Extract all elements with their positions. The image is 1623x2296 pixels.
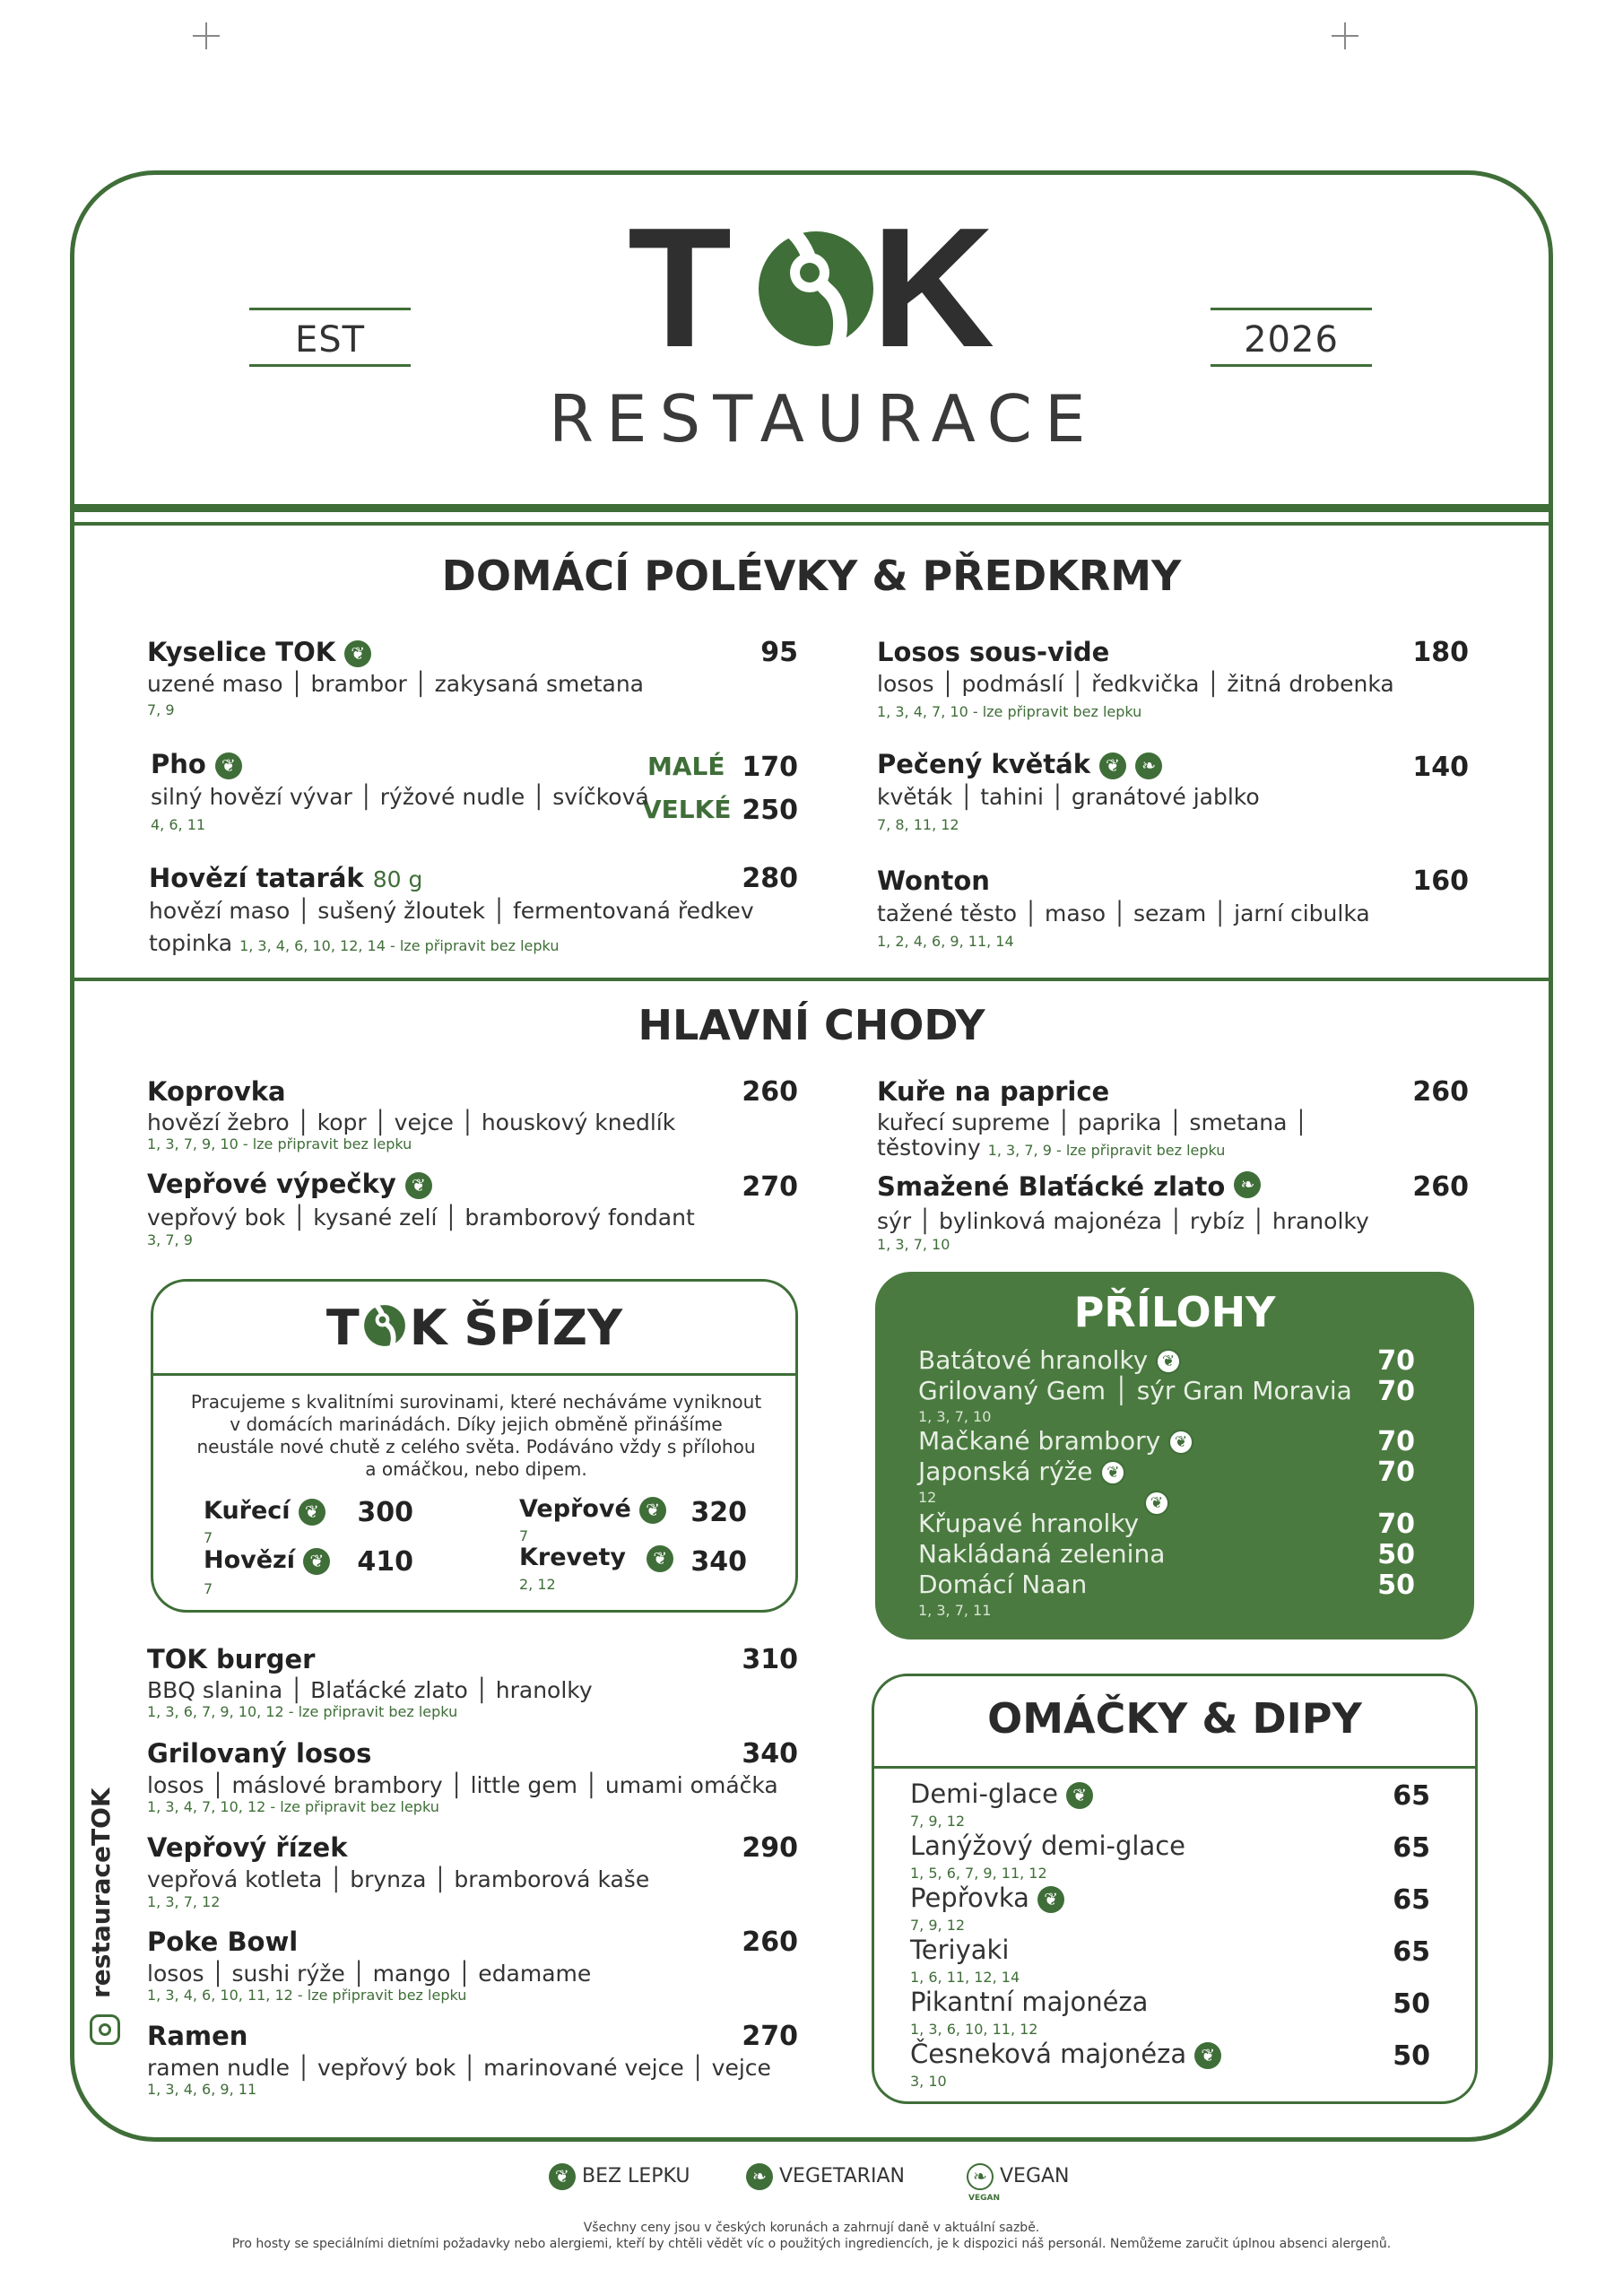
header-divider-thick	[74, 504, 1549, 512]
side-item-name: Domácí Naan	[918, 1570, 1088, 1599]
dish-allergens: 1, 2, 4, 6, 9, 11, 14	[877, 933, 1014, 950]
dish-allergens: 1, 3, 7, 9, 10 - lze připravit bez lepku	[147, 1135, 412, 1152]
sauce-price: 65	[1393, 1780, 1430, 1812]
dish-weight: 80 g	[372, 866, 423, 892]
dish-description-line2: těstoviny 1, 3, 7, 9 - lze připravit bez lepku	[877, 1135, 1226, 1161]
spizy-item-allergens: 7	[204, 1580, 213, 1597]
dish-name: Pho ❦	[151, 749, 242, 779]
sauce-name: Demi-glace ❦	[910, 1779, 1093, 1809]
dish-name: Vepřové výpečky ❦	[147, 1169, 432, 1199]
dish-description-line2: topinka 1, 3, 4, 6, 10, 12, 14 - lze připravit bez lepku	[149, 930, 560, 956]
dish-name: Ramen	[147, 2021, 248, 2051]
dish-price: 280	[742, 863, 798, 894]
spizy-item-price: 320	[690, 1497, 747, 1528]
dish-description: vepřový bok │ kysané zelí │ bramborový fondant	[147, 1205, 695, 1231]
dish-allergens: 1, 3, 7, 12	[147, 1893, 221, 1910]
dish-description: tažené těsto │ maso │ sezam │ jarní cibulka	[877, 900, 1370, 926]
spizy-item-price: 340	[690, 1546, 747, 1578]
gluten-free-icon: ❦	[1156, 1349, 1181, 1374]
logo-o-icon	[758, 226, 874, 352]
spizy-item-name: Kuřecí ❦	[204, 1497, 325, 1526]
side-item-name: Mačkané brambory ❦	[918, 1426, 1193, 1456]
sauce-allergens: 1, 3, 6, 10, 11, 12	[910, 2021, 1038, 2038]
side-item-allergens: 1, 3, 7, 10	[918, 1408, 992, 1425]
vegetarian-leaf-icon: ❧	[1135, 752, 1162, 779]
crop-mark-right	[1332, 22, 1358, 49]
dish-allergens: 1, 3, 4, 7, 10 - lze připravit bez lepku	[877, 703, 1142, 720]
side-item-name: Batátové hranolky ❦	[918, 1345, 1181, 1375]
dish-description: hovězí žebro │ kopr │ vejce │ houskový knedlík	[147, 1109, 676, 1135]
side-item-name: Nakládaná zelenina	[918, 1539, 1166, 1569]
section-divider	[74, 978, 1549, 981]
dish-price: 95	[760, 637, 798, 668]
spizy-item-price: 300	[357, 1497, 413, 1528]
side-item-price: 70	[1377, 1376, 1415, 1407]
gluten-free-icon: ❦	[1168, 1430, 1193, 1455]
gluten-free-icon: ❦	[1099, 752, 1126, 779]
sauce-allergens: 1, 6, 11, 12, 14	[910, 1969, 1020, 1986]
dish-description: květák │ tahini │ granátové jablko	[877, 784, 1260, 810]
dish-price: 180	[1412, 637, 1469, 668]
spizy-description: Pracujeme s kvalitními surovinami, které necháváme vyniknout v domácích marinádách. Díky jejich obměně přinášíme neustále nové chutě z celého světa. Podáváno vždy s přílohou a omáčkou, nebo dipem.	[190, 1391, 762, 1480]
dish-name: Grilovaný losos	[147, 1738, 372, 1769]
gluten-free-icon: ❦	[639, 1497, 666, 1524]
vegetarian-leaf-icon: ❧	[746, 2163, 773, 2190]
footer-line-1: Všechny ceny jsou v českých korunách a zahrnují daně v aktuální sazbě.	[583, 2221, 1040, 2235]
est-label: EST	[249, 308, 411, 367]
vegetarian-leaf-icon: ❧	[1234, 1171, 1261, 1198]
side-item-name: Japonská rýže ❦	[918, 1457, 1125, 1486]
sauces-box	[872, 1674, 1478, 2104]
side-item-name: Grilovaný Gem │ sýr Gran Moravia	[918, 1376, 1352, 1405]
size-large-label: VELKÉ	[642, 795, 732, 824]
logo-letter-k: K	[872, 193, 995, 383]
dish-allergens: 1, 3, 4, 6, 10, 11, 12 - lze připravit bez lepku	[147, 1987, 467, 2004]
crop-mark-left	[193, 22, 220, 49]
side-item-allergens: 1, 3, 7, 11	[918, 1602, 992, 1619]
side-item-allergens: 12	[918, 1489, 937, 1506]
section-title-mains: HLAVNÍ CHODY	[638, 1001, 985, 1049]
dish-description: uzené maso │ brambor │ zakysaná smetana	[147, 671, 644, 697]
dish-allergens: 1, 3, 7, 10	[877, 1236, 950, 1253]
sides-title: PŘÍLOHY	[1073, 1288, 1276, 1336]
sauce-allergens: 3, 10	[910, 2073, 947, 2090]
dish-name: Pečený květák ❦ ❧	[877, 749, 1162, 779]
gluten-free-icon: ❦	[1037, 1886, 1064, 1913]
dish-name: Poke Bowl	[147, 1926, 299, 1957]
logo-subtitle: RESTAURACE	[549, 381, 1098, 457]
sauce-price: 50	[1393, 2040, 1430, 2072]
gluten-free-icon: ❦	[344, 640, 371, 667]
logo	[628, 193, 1004, 383]
instagram-icon[interactable]	[90, 2014, 120, 2045]
gluten-free-icon: ❦	[549, 2163, 576, 2190]
vegan-badge-text: VEGAN	[968, 2194, 1000, 2203]
spizy-item-name: Vepřové ❦	[519, 1495, 666, 1524]
dish-price: 340	[742, 1738, 798, 1770]
dish-name: Kuře na paprice	[877, 1076, 1110, 1107]
gluten-free-icon: ❦	[299, 1499, 325, 1526]
dish-allergens: 1, 3, 4, 6, 9, 11	[147, 2081, 257, 2098]
spizy-title: T K ŠPÍZY	[325, 1300, 623, 1356]
dish-name: Smažené Blaťácké zlato ❧	[877, 1171, 1261, 1202]
sauce-name: Pikantní majonéza	[910, 1987, 1149, 2017]
sauce-price: 65	[1393, 1832, 1430, 1864]
dish-description: BBQ slanina │ Blaťácké zlato │ hranolky	[147, 1677, 593, 1703]
dish-price: 260	[742, 1076, 798, 1108]
dish-description: vepřová kotleta │ brynza │ bramborová kaše	[147, 1866, 650, 1892]
spizy-box	[151, 1279, 798, 1613]
sauce-price: 50	[1393, 1988, 1430, 2020]
sauce-name: Lanýžový demi-glace	[910, 1831, 1186, 1861]
dish-description: losos │ sushi rýže │ mango │ edamame	[147, 1961, 592, 1987]
spizy-divider	[153, 1373, 795, 1376]
dish-allergens: 7, 8, 11, 12	[877, 816, 959, 833]
sauce-price: 65	[1393, 1936, 1430, 1968]
gluten-free-icon: ❦	[1144, 1491, 1169, 1516]
side-item-price: 70	[1377, 1457, 1415, 1488]
gluten-free-icon: ❦	[405, 1172, 432, 1199]
sauce-allergens: 7, 9, 12	[910, 1813, 966, 1830]
dish-price: 140	[1412, 752, 1469, 783]
header-divider-thin	[74, 522, 1549, 526]
dish-price: 290	[742, 1832, 798, 1864]
sauces-title: OMÁČKY & DIPY	[987, 1694, 1362, 1743]
sides-box	[875, 1272, 1474, 1639]
instagram-handle[interactable]: restauraceTOK	[86, 1787, 116, 1998]
legend-vegan: ❧ VEGAN	[967, 2163, 1070, 2190]
dish-allergens: 3, 7, 9	[147, 1231, 193, 1248]
dish-price-small: 170	[742, 752, 798, 783]
dish-name: Losos sous-vide	[877, 637, 1110, 667]
instagram-lens	[99, 2023, 111, 2036]
side-item-name: Křupavé hranolky	[918, 1509, 1140, 1538]
sauce-allergens: 7, 9, 12	[910, 1917, 966, 1934]
spizy-item-name: Krevety ❦	[519, 1544, 673, 1572]
size-small-label: MALÉ	[647, 752, 725, 781]
dish-allergens: 1, 3, 6, 7, 9, 10, 12 - lze připravit bez lepku	[147, 1703, 458, 1720]
dish-price: 160	[1412, 865, 1469, 897]
sauce-price: 65	[1393, 1884, 1430, 1916]
gluten-free-icon: ❦	[1100, 1460, 1125, 1485]
side-item-price: 50	[1377, 1539, 1415, 1570]
spizy-item-price: 410	[357, 1546, 413, 1578]
logo-o-icon	[363, 1303, 406, 1348]
legend-gluten-free: ❦ BEZ LEPKU	[549, 2163, 690, 2190]
dish-description: kuřecí supreme │ paprika │ smetana │	[877, 1109, 1308, 1135]
dish-name: Koprovka	[147, 1076, 286, 1107]
dish-allergens: 1, 3, 7, 9 - lze připravit bez lepku	[987, 1142, 1226, 1159]
dish-name: Hovězí tatarák 80 g	[149, 863, 423, 893]
vegan-leaf-icon: ❧	[967, 2163, 994, 2190]
dish-description: ramen nudle │ vepřový bok │ marinované vejce │ vejce	[147, 2055, 771, 2081]
dish-price: 260	[1412, 1076, 1469, 1108]
side-item-price: 70	[1377, 1345, 1415, 1377]
dish-price: 270	[742, 2021, 798, 2052]
dish-allergens: 1, 3, 4, 6, 10, 12, 14 - lze připravit bez lepku	[239, 937, 560, 954]
year-label: 2026	[1211, 308, 1372, 367]
dish-price: 260	[742, 1926, 798, 1958]
dish-description: losos │ podmáslí │ ředkvička │ žitná drobenka	[877, 671, 1394, 697]
spizy-item-allergens: 7	[519, 1527, 529, 1544]
dish-price: 310	[742, 1644, 798, 1675]
sauce-name: Teriyaki	[910, 1935, 1010, 1965]
sauces-divider	[874, 1766, 1475, 1769]
sauce-name: Česneková majonéza ❦	[910, 2039, 1221, 2069]
side-item-price: 50	[1377, 1570, 1415, 1601]
footer-line-2: Pro hosty se speciálními dietními požadavky nebo alergiemi, kteří by chtěli vědět víc o použitých ingrediencích, je k dispozici náš personál. Nemůžeme zaručit úplnou absenci alergenů.	[231, 2237, 1392, 2251]
gluten-free-icon: ❦	[1194, 2042, 1221, 2069]
logo-letter-t: T	[628, 193, 733, 383]
dish-price-large: 250	[742, 795, 798, 826]
gluten-free-icon: ❦	[215, 752, 242, 779]
section-title-soups: DOMÁCÍ POLÉVKY & PŘEDKRMY	[441, 552, 1182, 600]
dish-name: Vepřový řízek	[147, 1832, 348, 1863]
dish-description: losos │ máslové brambory │ little gem │ umami omáčka	[147, 1772, 778, 1798]
dish-allergens: 4, 6, 11	[151, 816, 206, 833]
side-item-price: 70	[1377, 1426, 1415, 1457]
dish-description: silný hovězí vývar │ rýžové nudle │ svíčková	[151, 784, 649, 810]
dish-price: 270	[742, 1171, 798, 1203]
dish-name: TOK burger	[147, 1644, 316, 1674]
dish-price: 260	[1412, 1171, 1469, 1203]
dish-description: sýr │ bylinková majonéza │ rybíz │ hranolky	[877, 1208, 1369, 1234]
side-item-price: 70	[1377, 1509, 1415, 1540]
sauce-allergens: 1, 5, 6, 7, 9, 11, 12	[910, 1865, 1047, 1882]
legend-vegetarian: ❧ VEGETARIAN	[746, 2163, 905, 2190]
dish-allergens: 1, 3, 4, 7, 10, 12 - lze připravit bez lepku	[147, 1798, 439, 1815]
dish-allergens: 7, 9	[147, 701, 175, 718]
spizy-item-name: Hovězí ❦	[204, 1546, 330, 1575]
gluten-free-icon: ❦	[1066, 1782, 1093, 1809]
sauce-name: Pepřovka ❦	[910, 1883, 1064, 1913]
dish-name: Kyselice TOK ❦	[147, 637, 371, 667]
gluten-free-icon: ❦	[303, 1548, 330, 1575]
dish-description: hovězí maso │ sušený žloutek │ fermentovaná ředkev	[149, 898, 754, 924]
dish-name: Wonton	[877, 865, 990, 896]
spizy-item-allergens: 2, 12	[519, 1576, 556, 1593]
gluten-free-icon: ❦	[647, 1545, 673, 1572]
spizy-item-allergens: 7	[204, 1529, 213, 1546]
